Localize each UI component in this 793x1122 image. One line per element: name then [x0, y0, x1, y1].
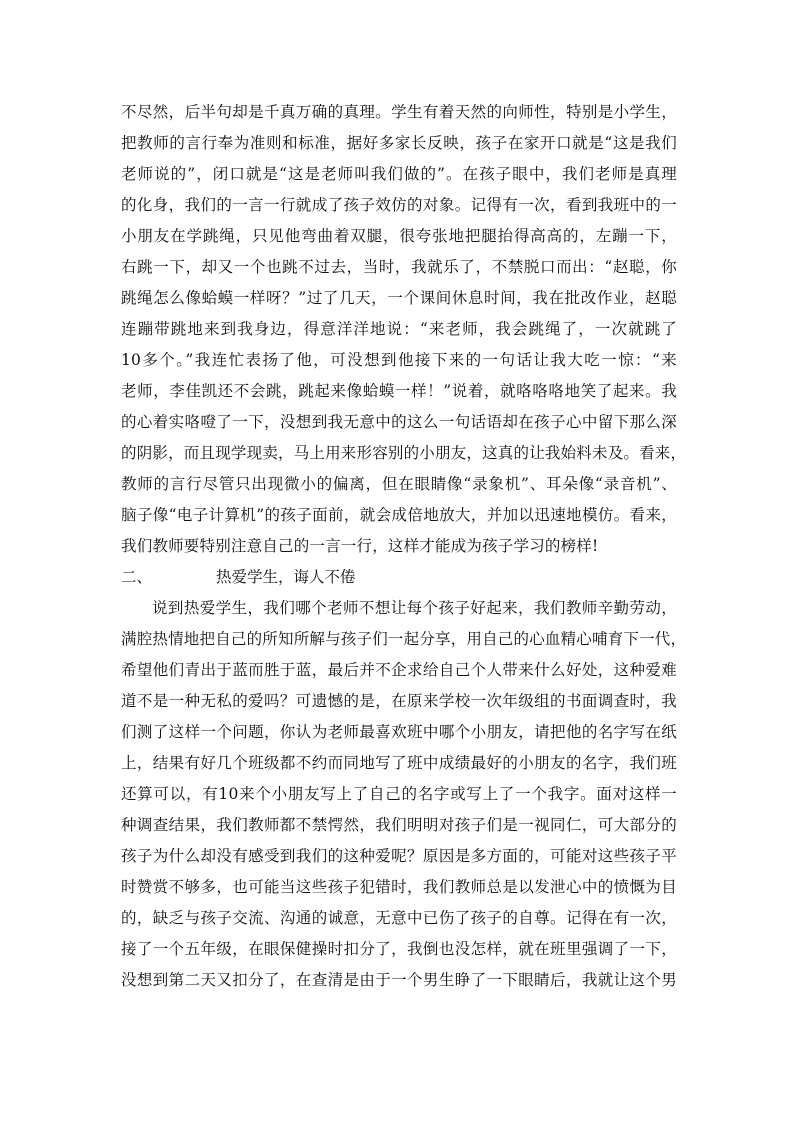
document-page	[121, 97, 687, 996]
section-number: 二、	[121, 568, 153, 586]
text-line: 我们教师要特别注意自己的一言一行，这样才能成为孩子学习的榜样!	[121, 537, 599, 555]
text-line: 孩子为什么却没有感受到我们的这种爱呢？原因是多方面的，可能对这些孩子平	[121, 847, 677, 865]
text-line: 接了一个五年级，在眼保健操时扣分了，我倒也没怎样，就在班里强调了一下，	[121, 940, 677, 958]
text-line: 把教师的言行奉为准则和标准，据好多家长反映，孩子在家开口就是“这是我们	[121, 134, 677, 152]
text-line: 脑子像“电子计算机”的孩子面前，就会成倍地放大，并加以迅速地模仿。看来，	[121, 506, 677, 524]
text-line: 满腔热情地把自己的所知所解与孩子们一起分享，用自己的心血精心哺育下一代，	[121, 630, 687, 648]
section-heading	[121, 562, 677, 593]
text-line: 教师的言行尽管只出现微小的偏离，但在眼睛像“录象机”、耳朵像“录音机”、	[121, 475, 677, 493]
text-line: 不尽然，后半句却是千真万确的真理。学生有着天然的向师性，特别是小学生，	[121, 103, 677, 121]
text-line: 时赞赏不够多，也可能当这些孩子犯错时，我们教师总是以发泄心中的愤慨为目	[121, 878, 677, 896]
text-line: 的化身，我们的一言一行就成了孩子效仿的对象。记得有一次，看到我班中的一	[121, 196, 677, 214]
paragraph-love-students	[121, 593, 687, 996]
text-line: 小朋友在学跳绳，只见他弯曲着双腿，很夸张地把腿抬得高高的，左蹦一下，	[121, 227, 677, 245]
text-line: 老师，李佳凯还不会跳，跳起来像蛤蟆一样！”说着，就咯咯咯地笑了起来。我	[121, 382, 677, 400]
text-line: 老师说的”，闭口就是“这是老师叫我们做的”。在孩子眼中，我们老师是真理	[121, 165, 677, 183]
text-line: 道不是一种无私的爱吗？可遗憾的是，在原来学校一次年级组的书面调查时，我	[121, 692, 677, 710]
text-line: 还算可以，有10来个小朋友写上了自己的名字或写上了一个我字。面对这样一	[121, 785, 677, 803]
text-line: 上，结果有好几个班级都不约而同地写了班中成绩最好的小朋友的名字，我们班	[121, 754, 677, 772]
text-line: 种调查结果，我们教师都不禁愕然，我们明明对孩子们是一视同仁，可大部分的	[121, 816, 677, 834]
text-line: 右跳一下，却又一个也跳不过去，当时，我就乐了，不禁脱口而出：“赵聪，你	[121, 258, 677, 276]
text-line: 希望他们青出于蓝而胜于蓝，最后并不企求给自己个人带来什么好处，这种爱难	[121, 661, 677, 679]
text-line: 说到热爱学生，我们哪个老师不想让每个孩子好起来，我们教师辛勤劳动，	[152, 599, 677, 617]
text-line: 跳绳怎么像蛤蟆一样呀？”过了几天，一个课间休息时间，我在批改作业，赵聪	[121, 289, 677, 307]
text-line: 的心着实咯噔了一下，没想到我无意中的这么一句话语却在孩子心中留下那么深	[121, 413, 677, 431]
text-line: 10多个。”我连忙表扬了他，可没想到他接下来的一句话让我大吃一惊：“来	[121, 351, 677, 369]
text-line: 的阴影，而且现学现卖，马上用来形容别的小朋友，这真的让我始料未及。看来，	[121, 444, 687, 462]
paragraph-teacher-role-model	[121, 97, 687, 562]
text-line: 们测了这样一个问题，你认为老师最喜欢班中哪个小朋友，请把他的名字写在纸	[121, 723, 677, 741]
section-title: 热爱学生，诲人不倦	[216, 568, 356, 586]
text-line: 没想到第二天又扣分了，在查清是由于一个男生睁了一下眼睛后，我就让这个男	[121, 971, 677, 989]
text-line: 连蹦带跳地来到我身边，得意洋洋地说：“来老师，我会跳绳了，一次就跳了	[121, 320, 677, 338]
text-line: 的，缺乏与孩子交流、沟通的诚意，无意中已伤了孩子的自尊。记得在有一次，	[121, 909, 677, 927]
